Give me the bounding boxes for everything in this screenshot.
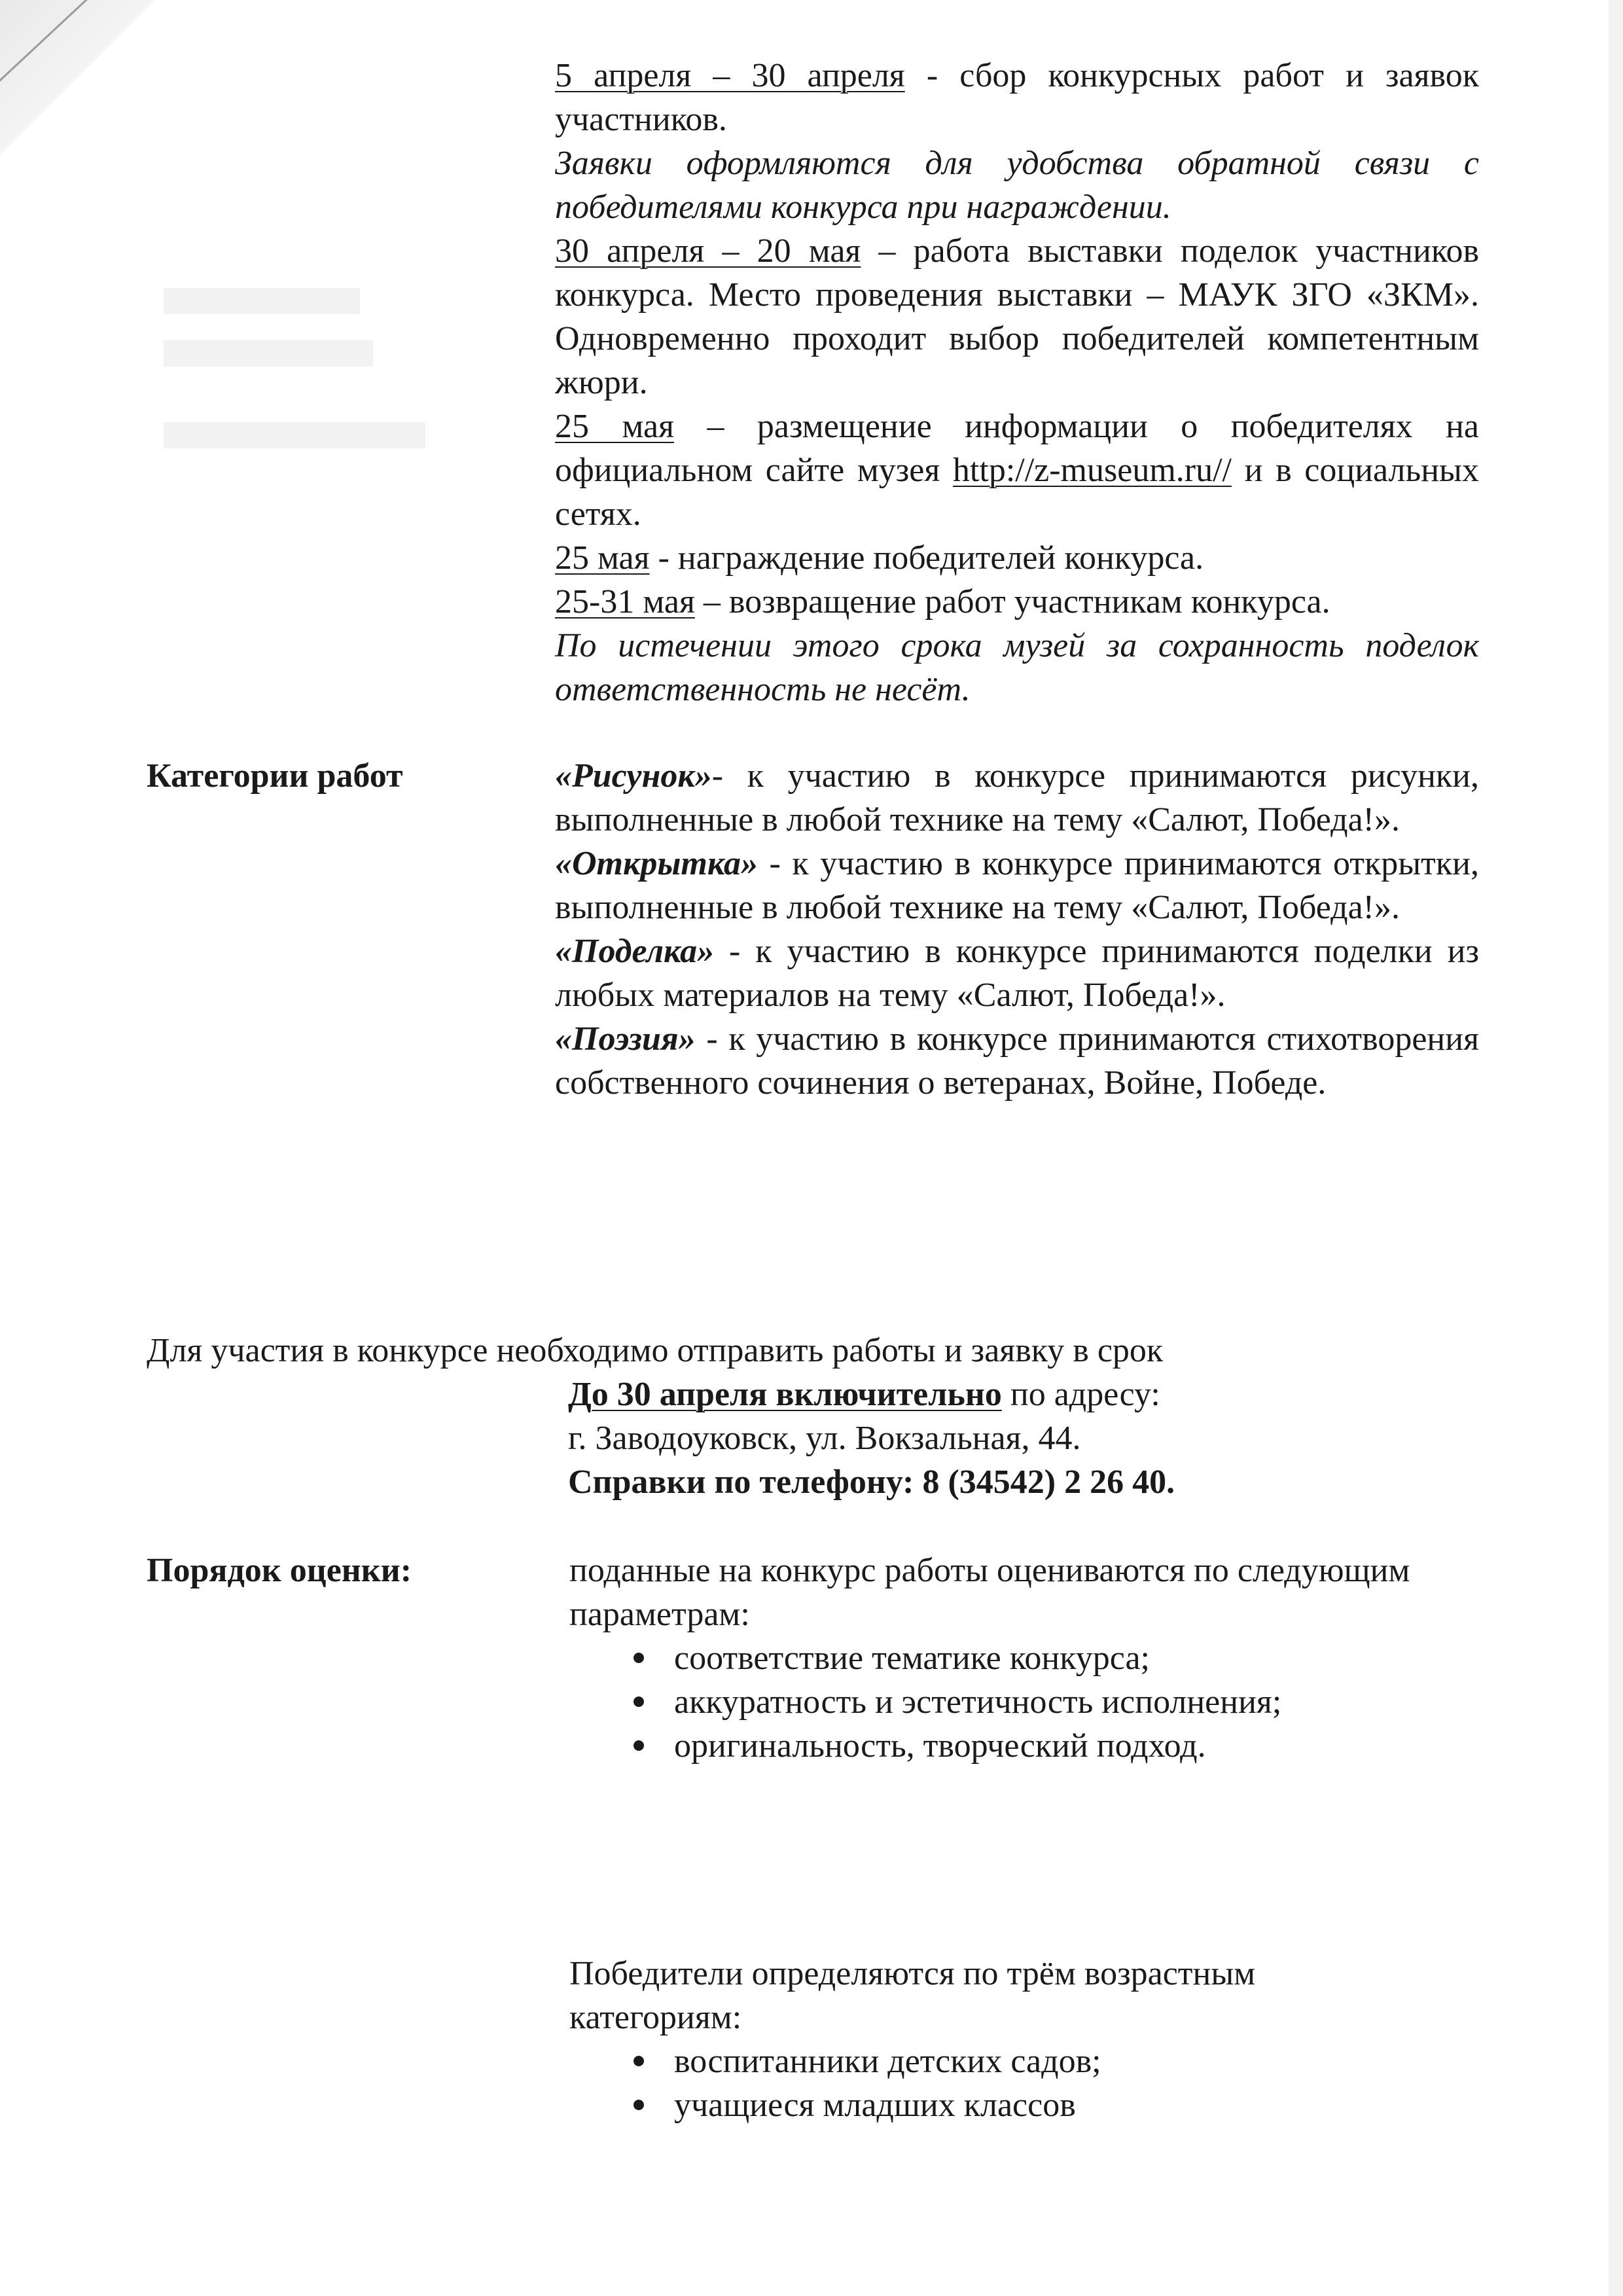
deadline-date: До 30 апреля включительно: [568, 1376, 1002, 1413]
schedule-date: 5 апреля – 30 апреля: [555, 57, 905, 94]
schedule-date: 25-31 мая: [555, 583, 695, 620]
categories-section: [555, 754, 1479, 1105]
schedule-note: По истечении этого срока музей за сохранность поделок ответственность не несёт.: [555, 627, 1479, 708]
bleed-through-shadow: [164, 340, 373, 367]
submission-details: [568, 1372, 1492, 1504]
bleed-through-shadow: [164, 288, 360, 314]
schedule-date: 25 мая: [555, 539, 650, 577]
evaluation-section: [569, 1549, 1493, 1768]
schedule-text: - сбор конкурсных работ и заявок участников.: [555, 57, 1479, 138]
criteria-item: аккуратность и эстетичность исполнения;: [569, 1680, 1493, 1724]
category-text: - к участию в конкурсе принимаются поделки из любых материалов на тему «Салют, Победа!».: [555, 933, 1479, 1014]
schedule-section: [555, 54, 1479, 711]
submission-intro: Для участия в конкурсе необходимо отправить работы и заявку в срок: [147, 1332, 1164, 1369]
submission-deadline: [568, 1372, 1492, 1416]
evaluation-label: Порядок оценки:: [147, 1552, 412, 1589]
schedule-item: [555, 580, 1479, 624]
schedule-text: – размещение информации о победителях на официальном сайте музея: [555, 408, 1479, 489]
schedule-text: – работа выставки поделок участников конкурса. Место проведения выставки – МАУК ЗГО «ЗКМ». Одновременно проходит выбор победителей компетентным жюри.: [555, 232, 1480, 401]
winners-intro: Победители определяются по трём возрастным категориям:: [569, 1955, 1256, 2036]
age-group-item: воспитанники детских садов;: [569, 2039, 1493, 2083]
schedule-item: [555, 229, 1479, 404]
folded-corner: [0, 0, 157, 183]
schedule-item: [555, 536, 1479, 580]
schedule-text: - награждение победителей конкурса.: [649, 539, 1204, 577]
age-groups-list: [569, 2039, 1493, 2127]
deadline-suffix: по адресу:: [1001, 1376, 1160, 1413]
category-name: «Рисунок»: [555, 757, 712, 795]
schedule-item: [555, 404, 1479, 536]
museum-website-link[interactable]: http://z-museum.ru//: [952, 452, 1232, 489]
schedule-text: – возвращение работ участникам конкурса.: [694, 583, 1330, 620]
category-name: «Поделка»: [555, 933, 715, 970]
submission-address: г. Заводоуковск, ул. Вокзальная, 44.: [568, 1420, 1081, 1457]
category-item: [555, 929, 1479, 1017]
bleed-through-shadow: [164, 422, 425, 448]
schedule-text: и в социальных сетях.: [555, 452, 1479, 533]
age-group-item: учащиеся младших классов: [569, 2083, 1493, 2127]
category-name: «Поэзия»: [555, 1020, 696, 1058]
category-name: «Открытка»: [555, 845, 758, 882]
criteria-list: [569, 1636, 1493, 1768]
category-item: [555, 1017, 1479, 1105]
schedule-item: [555, 54, 1479, 141]
category-text: - к участию в конкурсе принимаются открытки, выполненные в любой технике на тему «Салют, Победа!».: [555, 845, 1479, 926]
schedule-date: 30 апреля – 20 мая: [555, 232, 861, 270]
evaluation-intro: поданные на конкурс работы оцениваются по следующим параметрам:: [569, 1552, 1410, 1633]
category-text: - к участию в конкурсе принимаются рисунки, выполненные в любой технике на тему «Салют, Победа!».: [555, 757, 1479, 838]
category-item: [555, 842, 1479, 929]
schedule-note: Заявки оформляются для удобства обратной связи с победителями конкурса при награждении.: [555, 145, 1479, 226]
categories-label: Категории работ: [147, 757, 403, 795]
scan-edge: [1609, 0, 1623, 2296]
criteria-item: соответствие тематике конкурса;: [569, 1636, 1493, 1680]
winners-section: [569, 1952, 1493, 2127]
category-item: [555, 754, 1479, 842]
contact-phone: Справки по телефону: 8 (34542) 2 26 40.: [568, 1463, 1175, 1501]
schedule-date: 25 мая: [555, 408, 675, 445]
criteria-item: оригинальность, творческий подход.: [569, 1724, 1493, 1768]
category-text: - к участию в конкурсе принимаются стихотворения собственного сочинения о ветеранах, Войне, Победе.: [555, 1020, 1479, 1102]
